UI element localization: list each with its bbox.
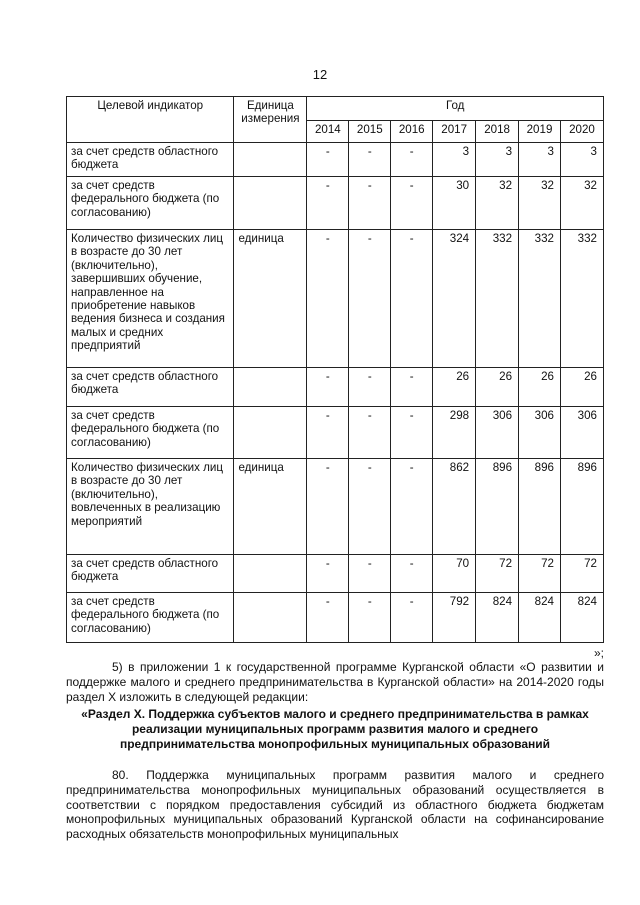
row-value: - (391, 230, 433, 368)
row-value: 72 (519, 555, 561, 593)
row-value: 32 (519, 177, 561, 230)
row-value: 32 (476, 177, 519, 230)
row-value: 3 (476, 143, 519, 177)
row-unit (234, 143, 307, 177)
header-year: 2015 (349, 121, 391, 143)
row-value: 896 (476, 459, 519, 555)
row-value: 306 (519, 407, 561, 459)
row-label: за счет средств федерального бюджета (по согласованию) (67, 177, 234, 230)
row-value: - (307, 230, 349, 368)
row-value: - (349, 593, 391, 643)
row-value: - (307, 143, 349, 177)
row-value: 26 (519, 368, 561, 407)
row-value: - (349, 407, 391, 459)
table-row (67, 230, 604, 368)
header-year: 2016 (391, 121, 433, 143)
row-value: 824 (519, 593, 561, 643)
header-year: 2017 (433, 121, 476, 143)
table-row (67, 407, 604, 459)
table-row (67, 368, 604, 407)
row-label: за счет средств областного бюджета (67, 555, 234, 593)
row-unit: единица (234, 230, 307, 368)
row-value: 26 (433, 368, 476, 407)
row-value: 332 (560, 230, 603, 368)
row-unit (234, 555, 307, 593)
row-value: 26 (560, 368, 603, 407)
row-label: Количество физических лиц в возрасте до 30 лет (включительно), завершивших обучение, направленное на приобретение навыков ведения бизнеса и создания малых и средних предприятий (67, 230, 234, 368)
row-value: - (349, 555, 391, 593)
row-value: 324 (433, 230, 476, 368)
row-unit: единица (234, 459, 307, 555)
row-value: - (349, 177, 391, 230)
row-value: - (349, 368, 391, 407)
row-value: 3 (560, 143, 603, 177)
row-value: 26 (476, 368, 519, 407)
header-year: 2018 (476, 121, 519, 143)
page-number: 12 (312, 67, 328, 82)
table-row (67, 177, 604, 230)
row-value: 824 (560, 593, 603, 643)
row-value: - (349, 459, 391, 555)
row-value: 306 (560, 407, 603, 459)
header-unit: Единица измерения (234, 97, 307, 143)
row-value: 3 (519, 143, 561, 177)
row-value: - (391, 555, 433, 593)
row-value: 72 (560, 555, 603, 593)
paragraph-amendment-5: 5) в приложении 1 к государственной программе Курганской области «О развитии и поддержке малого и среднего предпринимательства в Курганской области» на 2014-2020 годы раздел X изложить в следующей редакции: (66, 660, 604, 704)
header-year: 2019 (519, 121, 561, 143)
row-unit (234, 177, 307, 230)
row-value: 824 (476, 593, 519, 643)
row-value: - (349, 143, 391, 177)
header-year: 2020 (560, 121, 603, 143)
row-value: 792 (433, 593, 476, 643)
row-value: 306 (476, 407, 519, 459)
row-unit (234, 593, 307, 643)
row-value: 332 (519, 230, 561, 368)
table-row (67, 555, 604, 593)
row-value: 862 (433, 459, 476, 555)
row-unit (234, 368, 307, 407)
row-value: 298 (433, 407, 476, 459)
row-value: - (391, 407, 433, 459)
row-value: - (391, 459, 433, 555)
table-row (67, 593, 604, 643)
row-label: за счет средств областного бюджета (67, 143, 234, 177)
table-row (67, 143, 604, 177)
row-value: - (349, 230, 391, 368)
indicators-table (66, 96, 604, 643)
row-value: 70 (433, 555, 476, 593)
row-value: 896 (560, 459, 603, 555)
row-value: - (307, 459, 349, 555)
row-value: - (391, 143, 433, 177)
header-indicator: Целевой индикатор (67, 97, 234, 143)
row-value: - (307, 407, 349, 459)
row-label: за счет средств областного бюджета (67, 368, 234, 407)
header-year-group: Год (307, 97, 604, 121)
row-label: Количество физических лиц в возрасте до 30 лет (включительно), вовлеченных в реализацию мероприятий (67, 459, 234, 555)
row-value: 32 (560, 177, 603, 230)
row-value: - (391, 368, 433, 407)
table-row (67, 459, 604, 555)
row-value: - (391, 177, 433, 230)
row-value: - (307, 368, 349, 407)
paragraph-80: 80. Поддержка муниципальных программ развития малого и среднего предпринимательства монопрофильных муниципальных образований осуществляется в соответствии с порядком предоставления субсидий из областного бюджета бюджетам монопрофильных муниципальных образований Курганской области на софинансирование расходных обязательств монопрофильных муниципальных (66, 768, 604, 842)
row-value: 3 (433, 143, 476, 177)
row-label: за счет средств федерального бюджета (по согласованию) (67, 407, 234, 459)
row-value: 896 (519, 459, 561, 555)
row-value: - (307, 593, 349, 643)
row-value: 30 (433, 177, 476, 230)
row-value: - (307, 555, 349, 593)
row-unit (234, 407, 307, 459)
section-title: «Раздел X. Поддержка субъектов малого и среднего предпринимательства в рамках реализации муниципальных программ развития малого и среднего предпринимательства монопрофильных муниципальных образований (81, 707, 589, 751)
closing-quote-mark: »; (593, 646, 604, 660)
header-year: 2014 (307, 121, 349, 143)
row-value: - (391, 593, 433, 643)
row-value: 72 (476, 555, 519, 593)
row-value: - (307, 177, 349, 230)
row-value: 332 (476, 230, 519, 368)
row-label: за счет средств федерального бюджета (по согласованию) (67, 593, 234, 643)
